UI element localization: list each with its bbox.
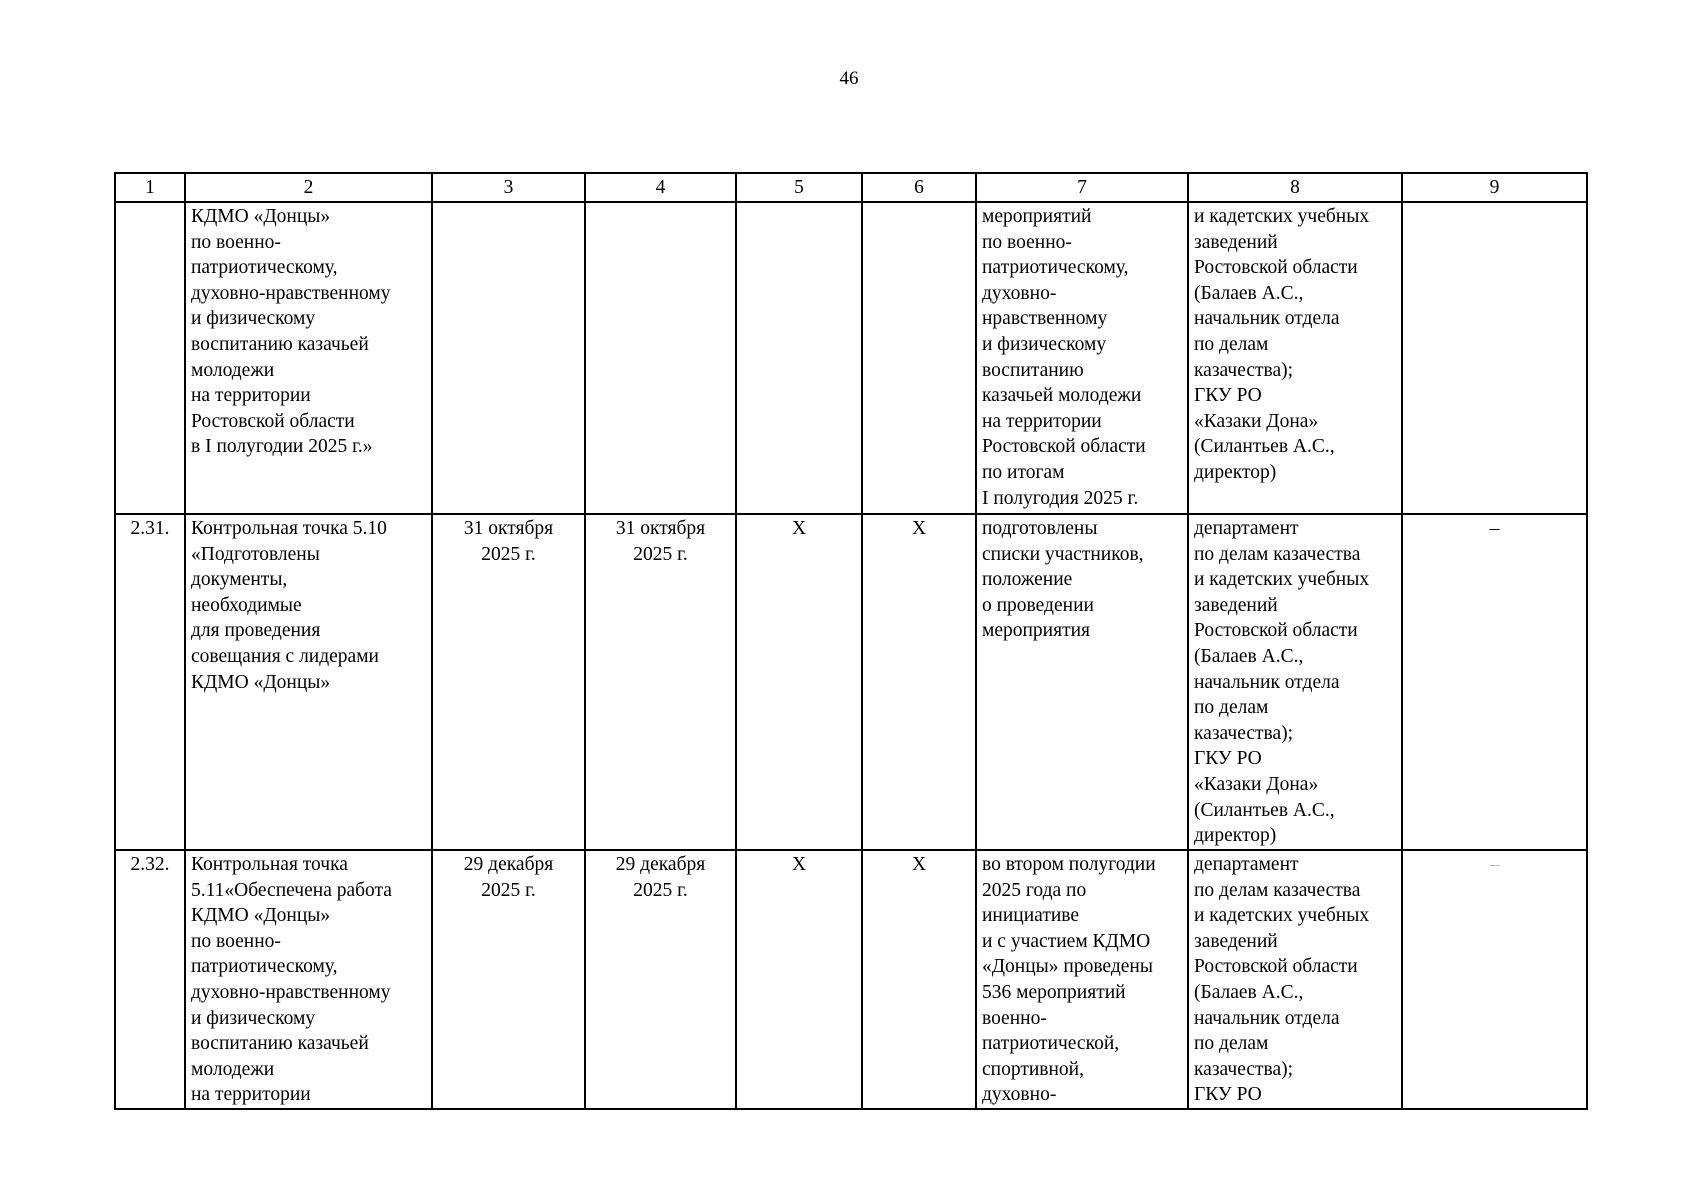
table-row — [115, 202, 1587, 514]
actual-date — [585, 202, 736, 514]
col9-value: – — [1402, 514, 1587, 850]
actual-date: 31 октября 2025 г. — [585, 514, 736, 850]
header-cell: 4 — [585, 173, 736, 202]
header-cell: 8 — [1188, 173, 1402, 202]
header-cell: 3 — [432, 173, 585, 202]
col9-value: – — [1402, 850, 1587, 1109]
header-row — [115, 173, 1587, 202]
page-number: 46 — [839, 68, 859, 89]
responsible-text: департамент по делам казачества и кадетских учебных заведений Ростовской области (Балаев А.С., начальник отдела по делам казачества); ГКУ РО — [1188, 850, 1402, 1109]
actual-date: 29 декабря 2025 г. — [585, 850, 736, 1109]
col5-value: X — [736, 850, 862, 1109]
event-name: Контрольная точка 5.11«Обеспечена работа КДМО «Донцы» по военно- патриотическому, духовно-нравственному и физическому воспитанию казачьей молодежи на территории — [185, 850, 432, 1109]
col9-value — [1402, 202, 1587, 514]
row-number: 2.31. — [115, 514, 185, 850]
event-name: Контрольная точка 5.10 «Подготовлены документы, необходимые для проведения совещания с лидерами КДМО «Донцы» — [185, 514, 432, 850]
header-cell: 1 — [115, 173, 185, 202]
col5-value: X — [736, 514, 862, 850]
col6-value — [862, 202, 976, 514]
result-text: подготовлены списки участников, положение о проведении мероприятия — [976, 514, 1188, 850]
row-number: 2.32. — [115, 850, 185, 1109]
planned-date — [432, 202, 585, 514]
event-name: КДМО «Донцы» по военно- патриотическому, духовно-нравственному и физическому воспитанию казачьей молодежи на территории Ростовской области в I полугодии 2025 г.» — [185, 202, 432, 514]
plan-table — [114, 172, 1588, 1110]
table-row — [115, 850, 1587, 1109]
responsible-text: департамент по делам казачества и кадетских учебных заведений Ростовской области (Балаев А.С., начальник отдела по делам казачества); ГКУ РО «Казаки Дона» (Силантьев А.С., директор) — [1188, 514, 1402, 850]
header-cell: 2 — [185, 173, 432, 202]
header-cell: 7 — [976, 173, 1188, 202]
row-number — [115, 202, 185, 514]
header-cell: 9 — [1402, 173, 1587, 202]
col6-value: X — [862, 850, 976, 1109]
table-row — [115, 514, 1587, 850]
planned-date: 31 октября 2025 г. — [432, 514, 585, 850]
col5-value — [736, 202, 862, 514]
responsible-text: и кадетских учебных заведений Ростовской области (Балаев А.С., начальник отдела по делам казачества); ГКУ РО «Казаки Дона» (Силантьев А.С., директор) — [1188, 202, 1402, 514]
result-text: во втором полугодии 2025 года по инициативе и с участием КДМО «Донцы» проведены 536 мероприятий военно- патриотической, спортивной, духовно- — [976, 850, 1188, 1109]
header-cell: 6 — [862, 173, 976, 202]
header-cell: 5 — [736, 173, 862, 202]
result-text: мероприятий по военно- патриотическому, духовно- нравственному и физическому воспитанию казачьей молодежи на территории Ростовской области по итогам I полугодия 2025 г. — [976, 202, 1188, 514]
col6-value: X — [862, 514, 976, 850]
planned-date: 29 декабря 2025 г. — [432, 850, 585, 1109]
